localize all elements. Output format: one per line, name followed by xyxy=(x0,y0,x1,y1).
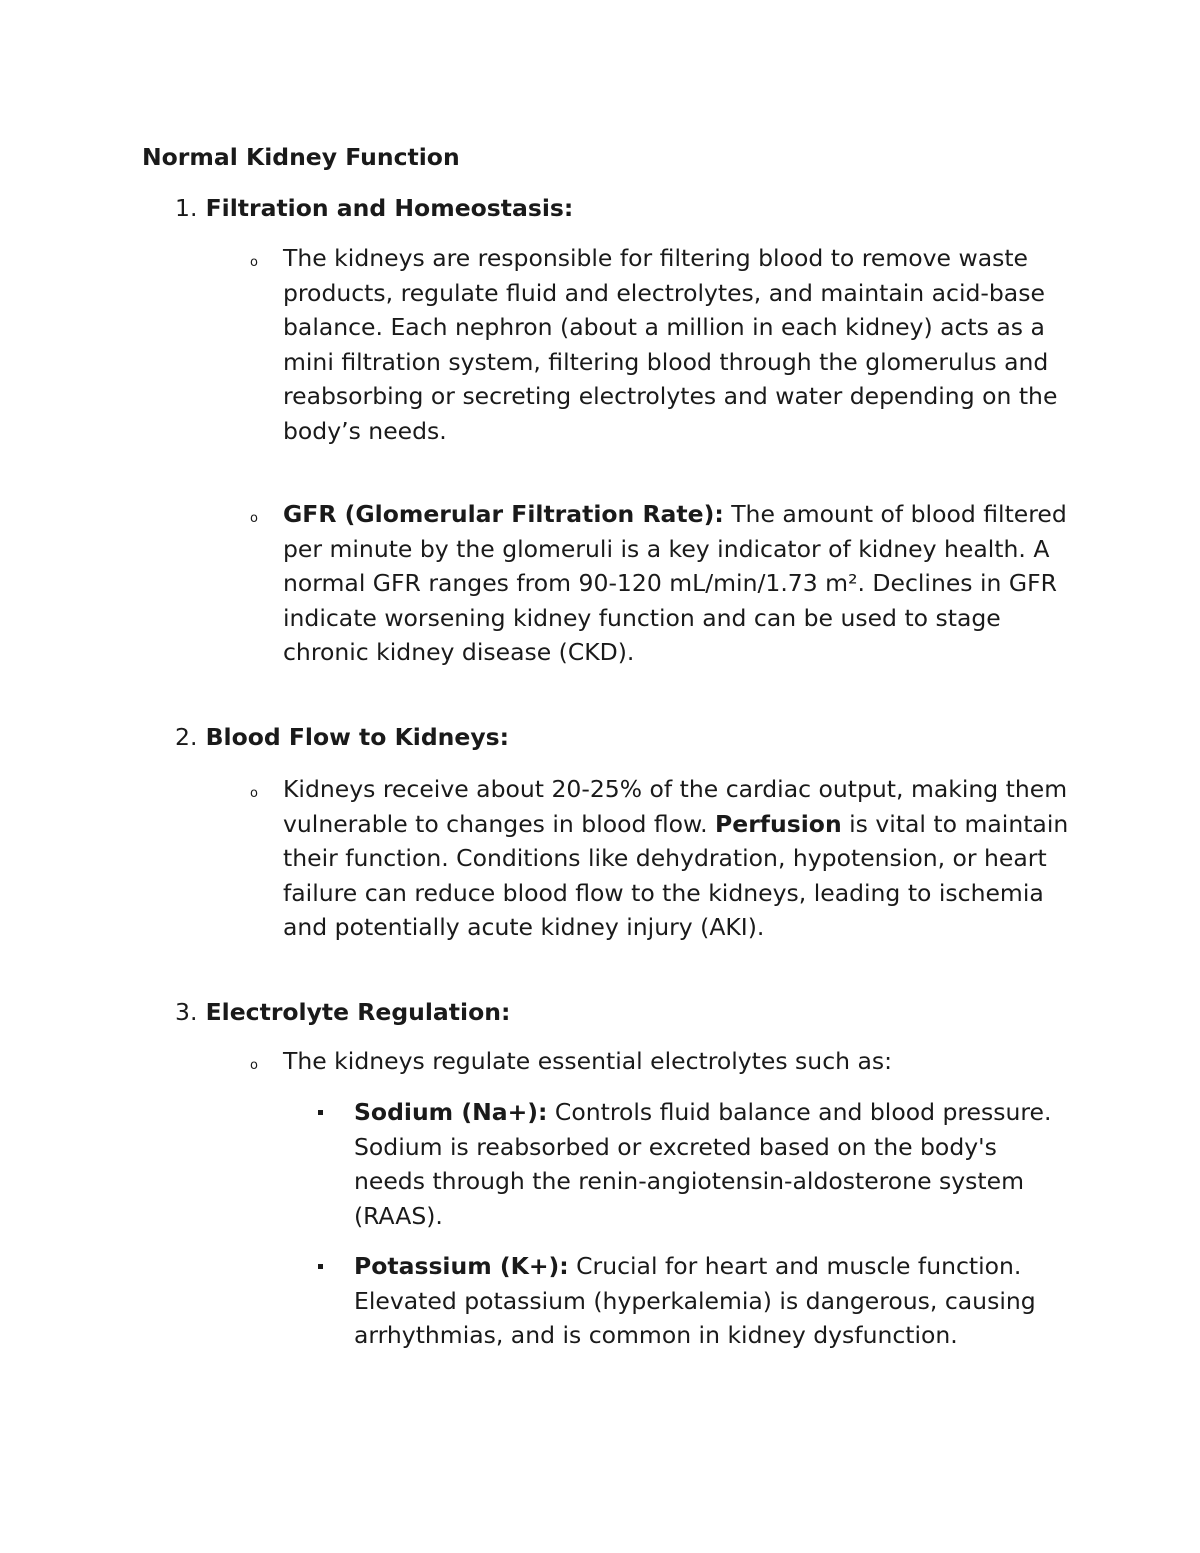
section-number: 1. xyxy=(175,194,198,222)
list-item-text xyxy=(354,1249,1074,1353)
circle-bullet-icon: o xyxy=(250,511,258,526)
term-description: Crucial for heart and muscle function. Elevated potassium (hyperkalemia) is dangerous, causing arrhythmias, and is common in kidney dysfunction. xyxy=(354,1252,1036,1349)
square-bullet-icon xyxy=(318,1264,323,1269)
list-item xyxy=(250,772,1073,945)
page-title: Normal Kidney Function xyxy=(142,143,460,171)
section-number: 3. xyxy=(175,998,198,1026)
sub-list-item xyxy=(354,1249,1074,1353)
term-label: Perfusion xyxy=(715,809,842,838)
section-heading-1 xyxy=(175,191,573,226)
section-heading-text: Blood Flow to Kidneys: xyxy=(205,723,510,751)
sub-list-item xyxy=(354,1095,1074,1233)
circle-bullet-icon: o xyxy=(250,786,258,801)
list-item-text xyxy=(283,497,1073,670)
circle-bullet-icon: o xyxy=(250,1058,258,1073)
list-item-text: The kidneys regulate essential electrolytes such as: xyxy=(283,1047,893,1075)
term-label: Potassium (K+): xyxy=(354,1252,569,1280)
text-run: Kidneys receive about 20-25% of the cardiac output, making them vulnerable to changes in blood flow. xyxy=(283,775,1068,838)
list-item-text xyxy=(354,1095,1074,1233)
section-heading-2 xyxy=(175,720,509,755)
section-heading-text: Filtration and Homeostasis: xyxy=(205,194,574,222)
list-item-text xyxy=(283,772,1073,945)
term-description: Controls fluid balance and blood pressure. Sodium is reabsorbed or excreted based on the body's needs through the renin-angiotensin-aldosterone system (RAAS). xyxy=(354,1098,1052,1230)
text-run: is vital to maintain their function. Conditions like dehydration, hypotension, or heart failure can reduce blood flow to the kidneys, leading to ischemia and potentially acute kidney injury (AKI). xyxy=(283,809,1069,941)
term-label: Sodium (Na+): xyxy=(354,1098,548,1126)
list-item xyxy=(250,241,1073,448)
section-heading-3 xyxy=(175,995,510,1030)
section-number: 2. xyxy=(175,723,198,751)
term-label: GFR (Glomerular Filtration Rate): xyxy=(283,500,724,528)
list-item xyxy=(250,497,1073,670)
list-item-text: The kidneys are responsible for filtering blood to remove waste products, regulate fluid and electrolytes, and maintain acid-base balance. Each nephron (about a million in each kidney) acts as a mini filtration system, filtering blood through the glomerulus and reabsorbing or secreting electrolytes and water depending on the body’s needs. xyxy=(283,244,1058,445)
square-bullet-icon xyxy=(318,1110,323,1115)
list-item xyxy=(250,1044,1073,1079)
circle-bullet-icon: o xyxy=(250,255,258,270)
term-description: The amount of blood filtered per minute by the glomeruli is a key indicator of kidney health. A normal GFR ranges from 90-120 mL/min/1.73 m². Declines in GFR indicate worsening kidney function and can be used to stage chronic kidney disease (CKD). xyxy=(283,500,1067,666)
section-heading-text: Electrolyte Regulation: xyxy=(205,998,511,1026)
